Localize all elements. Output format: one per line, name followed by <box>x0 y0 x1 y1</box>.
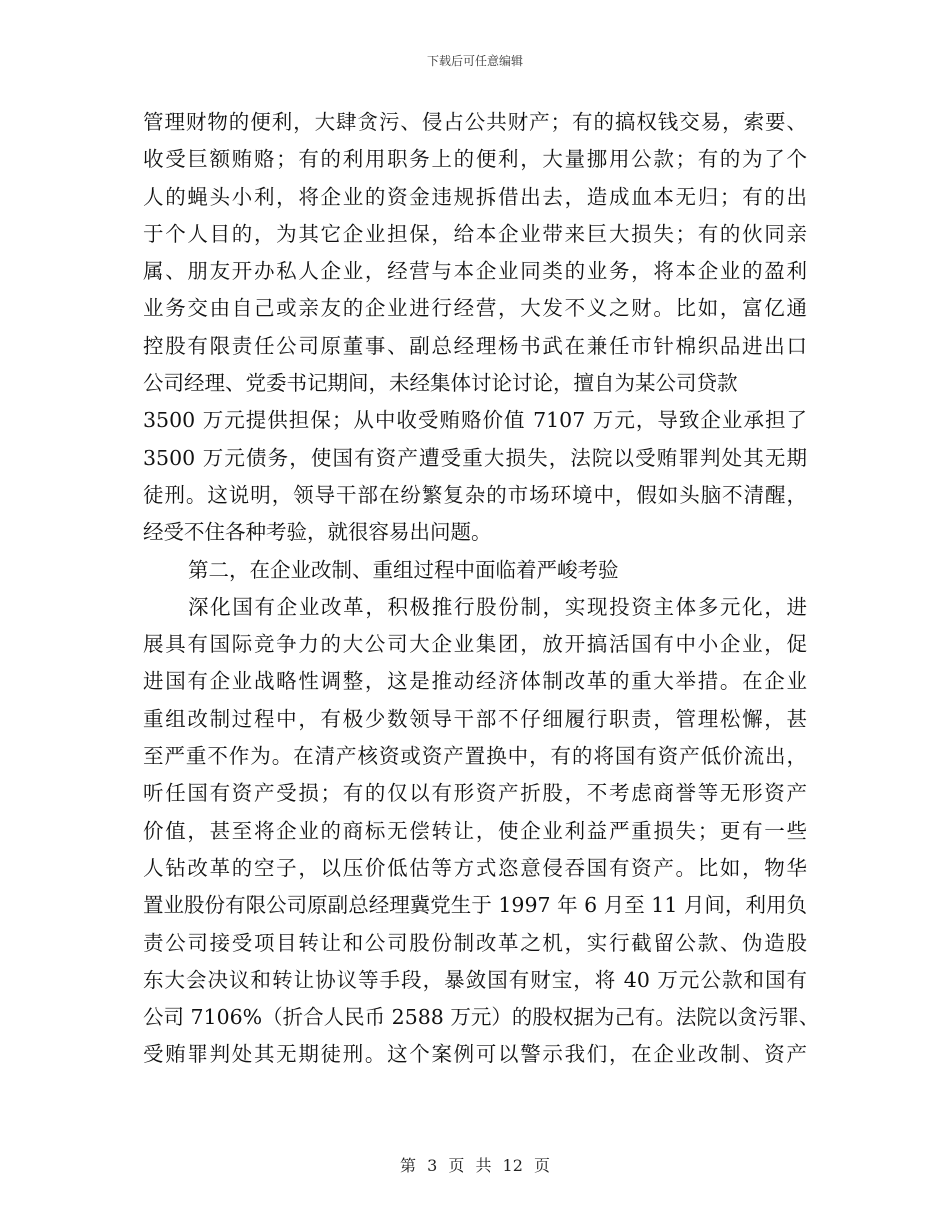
page-header: 下载后可任意编辑 <box>426 54 523 68</box>
text-line: 控股有限责任公司原董事、副总经理杨书武在兼任市针棉织品进出口 <box>143 333 807 358</box>
text-line: 第二，在企业改制、重组过程中面临着严峻考验 <box>188 557 619 582</box>
text-line: 3500 万元债务，使国有资产遭受重大损失，法院以受贿罪判处其无期 <box>143 445 807 470</box>
text-line: 收受巨额贿赂；有的利用职务上的便利，大量挪用公款；有的为了个 <box>143 147 807 172</box>
text-line: 徒刑。这说明，领导干部在纷繁复杂的市场环境中，假如头脑不清醒， <box>143 482 807 507</box>
page-footer: 第 3 页 共 12 页 <box>400 1156 550 1175</box>
text-line: 深化国有企业改革，积极推行股份制，实现投资主体多元化，进 <box>188 594 807 619</box>
text-line: 人的蝇头小利，将企业的资金违规拆借出去，造成血本无归；有的出 <box>143 184 807 209</box>
text-line: 重组改制过程中，有极少数领导干部不仔细履行职责，管理松懈，甚 <box>143 706 807 731</box>
text-line: 听任国有资产受损；有的仅以有形资产折股，不考虑商誉等无形资产 <box>143 781 807 806</box>
text-line: 至严重不作为。在清产核资或资产置换中，有的将国有资产低价流出， <box>143 744 807 769</box>
text-line: 人钻改革的空子，以压价低估等方式恣意侵吞国有资产。比如，物华 <box>143 855 807 880</box>
text-line: 管理财物的便利，大肆贪污、侵占公共财产；有的搞权钱交易，索要、 <box>143 110 807 134</box>
text-line: 东大会决议和转让协议等手段，暴敛国有财宝，将 40 万元公款和国有 <box>143 967 807 992</box>
document-body <box>143 104 820 1074</box>
text-line: 进国有企业战略性调整，这是推动经济体制改革的重大举措。在企业 <box>143 669 807 694</box>
text-line: 责公司接受项目转让和公司股份制改革之机，实行截留公款、伪造股 <box>143 930 807 955</box>
text-line: 公司 7106%（折合人民币 2588 万元）的股权据为己有。法院以贪污罪、 <box>143 1005 820 1030</box>
text-line: 属、朋友开办私人企业，经营与本企业同类的业务，将本企业的盈利 <box>143 259 807 284</box>
text-line: 经受不住各种考验，就很容易出问题。 <box>143 520 492 545</box>
text-line: 展具有国际竞争力的大公司大企业集团，放开搞活国有中小企业，促 <box>143 632 807 657</box>
text-line: 业务交由自己或亲友的企业进行经营，大发不义之财。比如，富亿通 <box>143 296 807 321</box>
text-line: 受贿罪判处其无期徒刑。这个案例可以警示我们，在企业改制、资产 <box>143 1042 807 1067</box>
text-line: 于个人目的，为其它企业担保，给本企业带来巨大损失；有的伙同亲 <box>143 221 807 246</box>
text-line: 公司经理、党委书记期间，未经集体讨论讨论，擅自为某公司贷款 <box>143 371 738 396</box>
text-line: 置业股份有限公司原副总经理冀党生于 1997 年 6 月至 11 月间，利用负 <box>143 893 807 918</box>
text-line: 3500 万元提供担保；从中收受贿赂价值 7107 万元，导致企业承担了 <box>143 408 807 433</box>
text-line: 价值，甚至将企业的商标无偿转让，使企业利益严重损失；更有一些 <box>143 818 807 843</box>
